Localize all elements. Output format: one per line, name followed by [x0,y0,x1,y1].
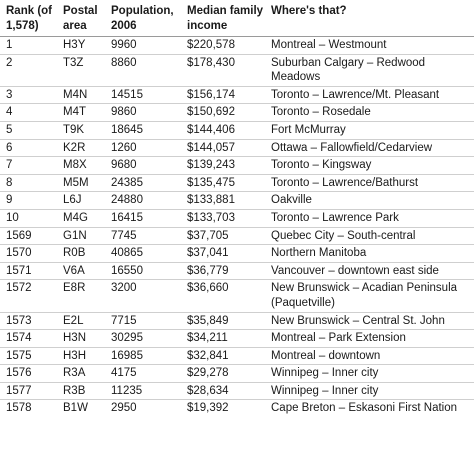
postal-area-cell: L6J [57,192,105,210]
location-cell: Oakville [265,192,474,210]
postal-area-cell: M5M [57,174,105,192]
table-row [0,262,474,280]
postal-area-cell: T3Z [57,54,105,86]
population-cell: 9860 [105,104,181,122]
population-cell: 1260 [105,139,181,157]
location-cell: Quebec City – South-central [265,227,474,245]
header-row [0,4,474,37]
rank-cell: 8 [0,174,57,192]
income-cell: $139,243 [181,157,265,175]
income-cell: $135,475 [181,174,265,192]
rank-cell: 3 [0,86,57,104]
postal-area-cell: M4N [57,86,105,104]
rank-cell: 10 [0,209,57,227]
postal-area-cell: G1N [57,227,105,245]
table-row [0,139,474,157]
table-header [0,4,474,37]
table-row [0,400,474,417]
postal-area-cell: H3N [57,330,105,348]
table-row [0,174,474,192]
population-cell: 16415 [105,209,181,227]
rank-cell: 1577 [0,382,57,400]
population-cell: 24385 [105,174,181,192]
income-cell: $156,174 [181,86,265,104]
income-ranking-table [0,4,474,417]
postal-area-cell: R3A [57,365,105,383]
rank-cell: 1 [0,37,57,55]
population-cell: 4175 [105,365,181,383]
header-postal-area: Postal area [57,4,105,37]
table-row [0,104,474,122]
population-cell: 2950 [111,402,137,415]
income-cell: $35,849 [181,312,265,330]
location-cell: Montreal – Westmount [265,37,474,55]
population-cell: 8860 [105,54,181,86]
table-row [0,54,474,86]
location-cell: New Brunswick – Central St. John [265,312,474,330]
table-row [0,209,474,227]
rank-cell: 1571 [0,262,57,280]
population-cell: 16985 [105,347,181,365]
table-row [0,192,474,210]
location-cell: Toronto – Rosedale [265,104,474,122]
rank-cell: 1575 [0,347,57,365]
header-location: Where's that? [265,4,474,37]
table-row [0,86,474,104]
table-row [0,280,474,312]
rank-cell: 1576 [0,365,57,383]
postal-area-cell: M8X [57,157,105,175]
location-cell: Toronto – Lawrence/Bathurst [265,174,474,192]
location-cell: Toronto – Lawrence/Mt. Pleasant [265,86,474,104]
income-cell: $144,057 [181,139,265,157]
location-cell: Montreal – Park Extension [265,330,474,348]
location-cell: New Brunswick – Acadian Peninsula (Paquetville) [265,280,474,312]
table-row [0,227,474,245]
location-cell: Toronto – Kingsway [265,157,474,175]
population-cell: 9680 [105,157,181,175]
location-cell: Ottawa – Fallowfield/Cedarview [265,139,474,157]
rank-cell: 9 [0,192,57,210]
rank-cell: 6 [0,139,57,157]
rank-cell: 2 [0,54,57,86]
income-cell: $19,392 [187,402,229,415]
income-cell: $37,041 [181,245,265,263]
population-cell: 7745 [105,227,181,245]
postal-area-cell: E8R [57,280,105,312]
income-cell: $34,211 [181,330,265,348]
table-row [0,245,474,263]
rank-cell: 5 [0,121,57,139]
header-rank: Rank (of 1,578) [0,4,57,37]
location-cell: Northern Manitoba [265,245,474,263]
postal-area-cell: B1W [63,402,88,415]
location-cell: Winnipeg – Inner city [265,382,474,400]
population-cell: 7715 [105,312,181,330]
postal-area-cell: R3B [57,382,105,400]
income-cell: $144,406 [181,121,265,139]
location-cell: Suburban Calgary – Redwood Meadows [265,54,474,86]
table-row [0,365,474,383]
rank-cell: 1578 [6,402,32,415]
postal-area-cell: H3Y [57,37,105,55]
income-cell: $32,841 [181,347,265,365]
location-cell: Cape Breton – Eskasoni First Nation [271,402,458,415]
income-cell: $178,430 [181,54,265,86]
income-cell: $36,660 [181,280,265,312]
rank-cell: 1572 [0,280,57,312]
income-cell: $29,278 [181,365,265,383]
table-row [0,157,474,175]
postal-area-cell: H3H [57,347,105,365]
population-cell: 18645 [105,121,181,139]
rank-cell: 1570 [0,245,57,263]
table-row [0,312,474,330]
income-cell: $220,578 [181,37,265,55]
income-cell: $133,881 [181,192,265,210]
income-cell: $150,692 [181,104,265,122]
table-row [0,37,474,55]
postal-area-cell: M4T [57,104,105,122]
header-median-income: Median family income [181,4,265,37]
postal-area-cell: R0B [57,245,105,263]
table-row [0,330,474,348]
postal-area-cell: K2R [57,139,105,157]
location-cell: Fort McMurray [265,121,474,139]
rank-cell: 1569 [0,227,57,245]
location-cell: Winnipeg – Inner city [265,365,474,383]
population-cell: 14515 [105,86,181,104]
table-body [0,37,474,418]
rank-cell: 4 [0,104,57,122]
population-cell: 9960 [105,37,181,55]
rank-cell: 1573 [0,312,57,330]
population-cell: 30295 [105,330,181,348]
population-cell: 16550 [105,262,181,280]
population-cell: 40865 [105,245,181,263]
location-cell: Vancouver – downtown east side [265,262,474,280]
table-row [0,121,474,139]
postal-area-cell: T9K [57,121,105,139]
income-cell: $37,705 [181,227,265,245]
postal-area-cell: V6A [57,262,105,280]
location-cell: Montreal – downtown [265,347,474,365]
postal-area-cell: E2L [57,312,105,330]
header-population: Population, 2006 [105,4,181,37]
postal-area-cell: M4G [57,209,105,227]
population-cell: 3200 [105,280,181,312]
population-cell: 24880 [105,192,181,210]
table-row [0,382,474,400]
income-cell: $36,779 [181,262,265,280]
table-row [0,347,474,365]
income-cell: $28,634 [181,382,265,400]
location-cell: Toronto – Lawrence Park [265,209,474,227]
rank-cell: 7 [0,157,57,175]
population-cell: 11235 [105,382,181,400]
rank-cell: 1574 [0,330,57,348]
income-cell: $133,703 [181,209,265,227]
